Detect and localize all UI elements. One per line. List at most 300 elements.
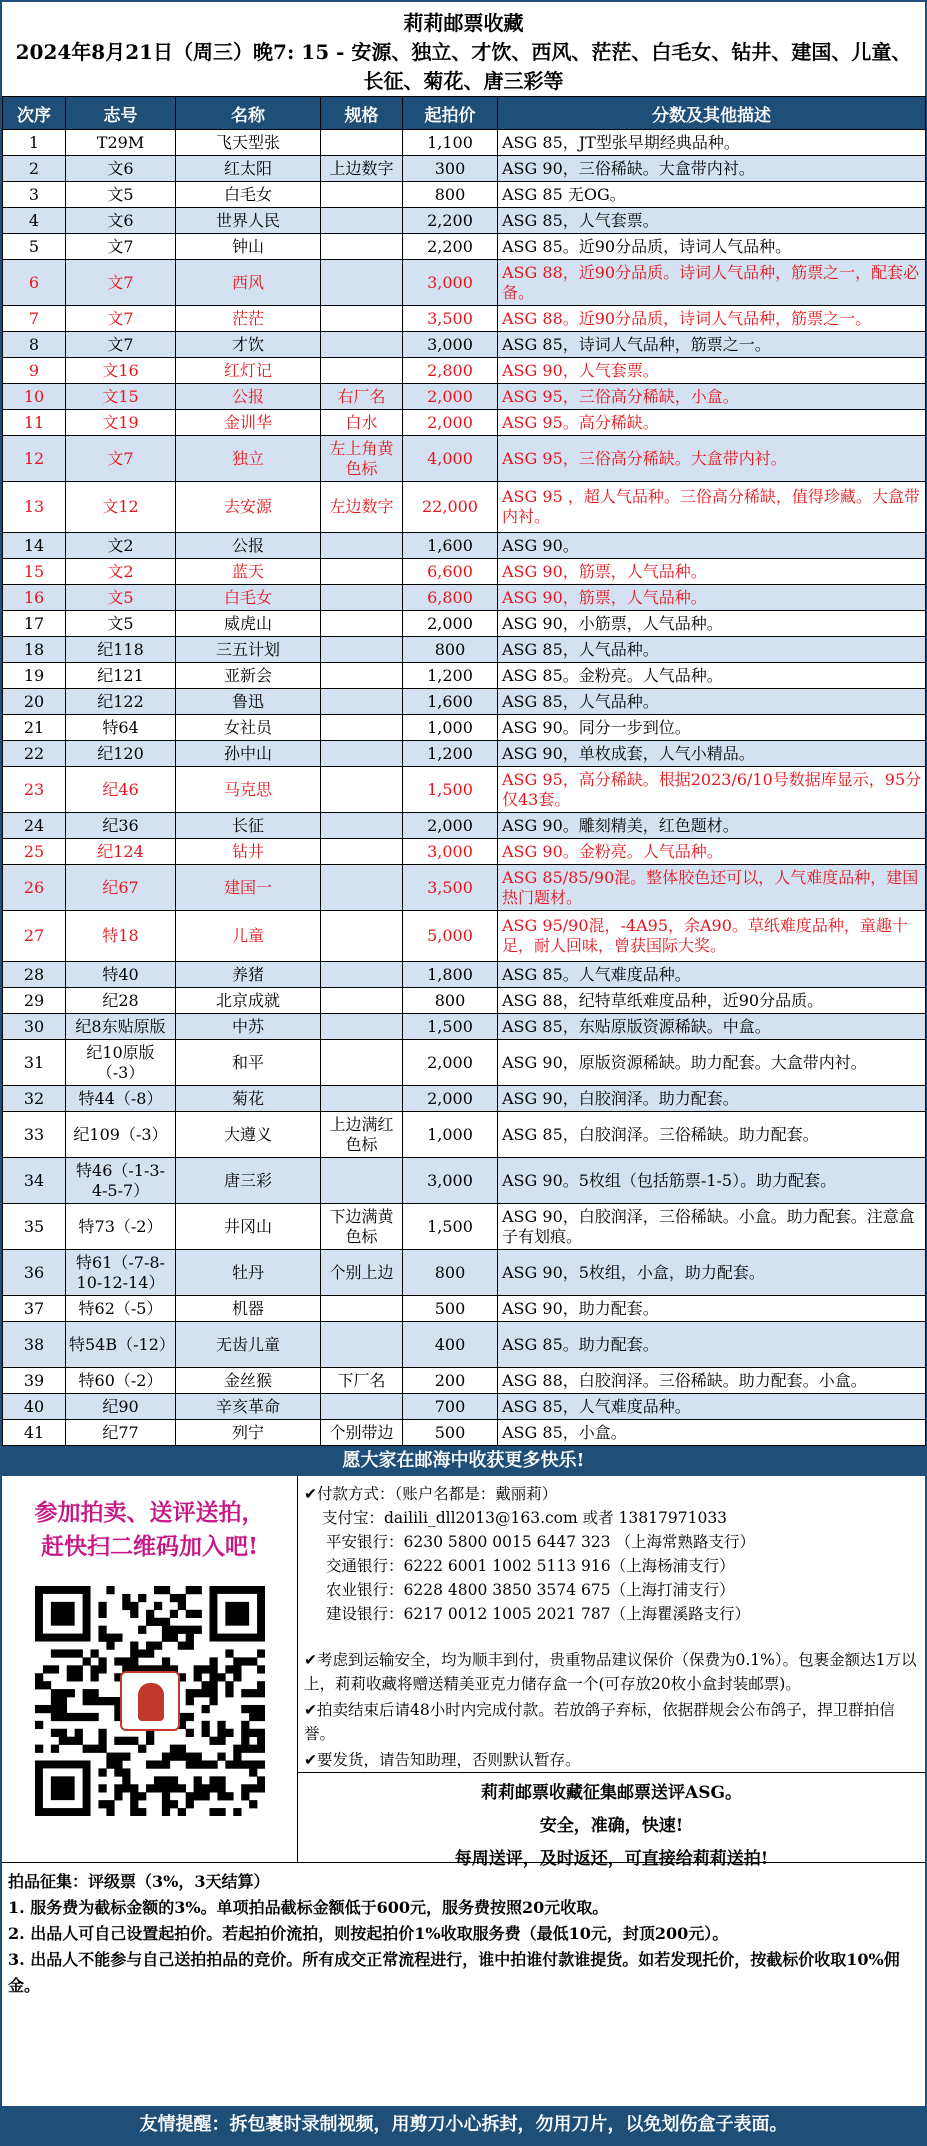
start-price: 2,000 xyxy=(403,1040,498,1086)
stamp-spec xyxy=(321,637,403,663)
terms-item-3: 3. 出品人不能参与自己送拍拍品的竞价。所有成交正常流程进行，谁中拍谁付款谁提货。如若发现托价，按截标价收取10%佣金。 xyxy=(8,1950,900,1995)
terms-item-2: 2. 出品人可自己设置起拍价。若起拍价流拍，则按起拍价1%收取服务费（最低10元，封顶200元）。 xyxy=(8,1924,729,1943)
table-row xyxy=(3,911,926,962)
stamp-code: 特73（-2） xyxy=(66,1204,176,1250)
stamp-code: 特54B（-12） xyxy=(66,1322,176,1368)
grade-description: ASG 90，白胶润泽，三俗稀缺。小盒。助力配套。注意盒子有划痕。 xyxy=(498,1204,926,1250)
slogan-line-1: 莉莉邮票收藏征集邮票送评ASG。 xyxy=(481,1783,742,1803)
stamp-code: 文5 xyxy=(66,585,176,611)
table-row xyxy=(3,839,926,865)
stamp-code: 文6 xyxy=(66,208,176,234)
grade-description: ASG 90，筋票，人气品种。 xyxy=(498,559,926,585)
lot-number: 23 xyxy=(3,767,66,813)
stamp-name: 蓝天 xyxy=(176,559,321,585)
table-row xyxy=(3,988,926,1014)
stamp-spec: 左边数字 xyxy=(321,482,403,533)
grade-description: ASG 90，筋票，人气品种。 xyxy=(498,585,926,611)
table-header-row xyxy=(3,97,926,130)
lot-number: 20 xyxy=(3,689,66,715)
grade-description: ASG 85，白胶润泽。三俗稀缺。助力配套。 xyxy=(498,1112,926,1158)
stamp-code: 特44（-8） xyxy=(66,1086,176,1112)
stamp-code: 纪90 xyxy=(66,1394,176,1420)
start-price: 200 xyxy=(403,1368,498,1394)
start-price: 2,000 xyxy=(403,813,498,839)
stamp-spec xyxy=(321,306,403,332)
grade-description: ASG 85。人气难度品种。 xyxy=(498,962,926,988)
stamp-spec xyxy=(321,865,403,911)
grade-description: ASG 85，人气套票。 xyxy=(498,208,926,234)
stamp-code: 文12 xyxy=(66,482,176,533)
start-price: 3,000 xyxy=(403,332,498,358)
table-row xyxy=(3,156,926,182)
grade-description: ASG 90，人气套票。 xyxy=(498,358,926,384)
start-price: 6,600 xyxy=(403,559,498,585)
grade-description: ASG 88。近90分品质，诗词人气品种，筋票之一。 xyxy=(498,306,926,332)
stamp-code: 文15 xyxy=(66,384,176,410)
stamp-spec: 下厂名 xyxy=(321,1368,403,1394)
grade-description: ASG 85，JT型张早期经典品种。 xyxy=(498,130,926,156)
stamp-code: 纪118 xyxy=(66,637,176,663)
stamp-code: 文5 xyxy=(66,611,176,637)
lot-number: 12 xyxy=(3,436,66,482)
stamp-name: 大遵义 xyxy=(176,1112,321,1158)
grade-description: ASG 85，诗词人气品种，筋票之一。 xyxy=(498,332,926,358)
lot-number: 41 xyxy=(3,1420,66,1446)
grade-description: ASG 95，三俗高分稀缺。大盒带内衬。 xyxy=(498,436,926,482)
stamp-code: 纪124 xyxy=(66,839,176,865)
stamp-name: 飞天型张 xyxy=(176,130,321,156)
grade-description: ASG 85，小盒。 xyxy=(498,1420,926,1446)
stamp-spec xyxy=(321,1158,403,1204)
payment-panel xyxy=(298,1476,925,1869)
stamp-code: 文6 xyxy=(66,156,176,182)
table-row xyxy=(3,182,926,208)
table-row xyxy=(3,1158,926,1204)
stamp-code: 文7 xyxy=(66,260,176,306)
lot-number: 27 xyxy=(3,911,66,962)
start-price: 1,000 xyxy=(403,1112,498,1158)
payment-deadline-note: ✔拍卖结束后请48小时内完成付款。若放鸽子弃标，依据群规会公布鸽子，捍卫群拍信誉。 xyxy=(304,1701,895,1743)
start-price: 800 xyxy=(403,1250,498,1296)
lot-number: 6 xyxy=(3,260,66,306)
grade-description: ASG 90，原版资源稀缺。助力配套。大盒带内衬。 xyxy=(498,1040,926,1086)
lot-number: 28 xyxy=(3,962,66,988)
stamp-spec xyxy=(321,715,403,741)
start-price: 400 xyxy=(403,1322,498,1368)
grade-description: ASG 90，助力配套。 xyxy=(498,1296,926,1322)
table-row xyxy=(3,234,926,260)
stamp-code: T29M xyxy=(66,130,176,156)
stamp-spec: 上边满红色标 xyxy=(321,1112,403,1158)
stamp-code: 文5 xyxy=(66,182,176,208)
start-price: 500 xyxy=(403,1296,498,1322)
stamp-code: 特46（-1-3-4-5-7） xyxy=(66,1158,176,1204)
slogan-block xyxy=(298,1772,925,1876)
stamp-code: 特62（-5） xyxy=(66,1296,176,1322)
stamp-code: 文16 xyxy=(66,358,176,384)
start-price: 1,100 xyxy=(403,130,498,156)
stamp-name: 西风 xyxy=(176,260,321,306)
table-row xyxy=(3,1420,926,1446)
table-row xyxy=(3,611,926,637)
terms-item-1: 1. 服务费为截标金额的3%。单项拍品截标金额低于600元，服务费按照20元收取。 xyxy=(8,1898,609,1917)
stamp-name: 世界人民 xyxy=(176,208,321,234)
table-row xyxy=(3,1014,926,1040)
lot-number: 31 xyxy=(3,1040,66,1086)
lot-number: 24 xyxy=(3,813,66,839)
lot-number: 10 xyxy=(3,384,66,410)
stamp-spec xyxy=(321,1040,403,1086)
grade-description: ASG 90，5枚组，小盒，助力配套。 xyxy=(498,1250,926,1296)
start-price: 2,200 xyxy=(403,234,498,260)
stamp-spec: 左上角黄色标 xyxy=(321,436,403,482)
lot-number: 7 xyxy=(3,306,66,332)
start-price: 3,500 xyxy=(403,306,498,332)
start-price: 2,000 xyxy=(403,410,498,436)
stamp-code: 特60（-2） xyxy=(66,1368,176,1394)
table-row xyxy=(3,689,926,715)
stamp-spec xyxy=(321,962,403,988)
lot-number: 15 xyxy=(3,559,66,585)
stamp-name: 金训华 xyxy=(176,410,321,436)
stamp-name: 机器 xyxy=(176,1296,321,1322)
table-row xyxy=(3,741,926,767)
grade-description: ASG 90，三俗稀缺。大盒带内衬。 xyxy=(498,156,926,182)
grade-description: ASG 90。雕刻精美，红色题材。 xyxy=(498,813,926,839)
stamp-name: 长征 xyxy=(176,813,321,839)
table-row xyxy=(3,332,926,358)
stamp-spec xyxy=(321,332,403,358)
stamp-spec xyxy=(321,1296,403,1322)
grade-description: ASG 88，近90分品质。诗词人气品种，筋票之一，配套必备。 xyxy=(498,260,926,306)
grade-description: ASG 85 无OG。 xyxy=(498,182,926,208)
slogan-line-3: 每周送评，及时返还，可直接给莉莉送拍! xyxy=(454,1849,769,1869)
start-price: 300 xyxy=(403,156,498,182)
lot-number: 37 xyxy=(3,1296,66,1322)
payment-heading: ✔付款方式：（账户名都是：戴丽莉） xyxy=(304,1485,558,1503)
stamp-name: 白毛女 xyxy=(176,182,321,208)
stamp-name: 亚新会 xyxy=(176,663,321,689)
lot-number: 22 xyxy=(3,741,66,767)
lot-number: 36 xyxy=(3,1250,66,1296)
stamp-spec xyxy=(321,234,403,260)
start-price: 800 xyxy=(403,988,498,1014)
lot-number: 13 xyxy=(3,482,66,533)
stamp-spec: 白水 xyxy=(321,410,403,436)
table-row xyxy=(3,585,926,611)
table-row xyxy=(3,384,926,410)
start-price: 1,800 xyxy=(403,962,498,988)
start-price: 1,600 xyxy=(403,533,498,559)
auction-date-subtitle: 2024年8月21日（周三）晚7: 15 - 安源、独立、才饮、西风、茫茫、白毛女、钻井、建国、儿童、长征、菊花、唐三彩等 xyxy=(15,40,912,93)
stamp-name: 钟山 xyxy=(176,234,321,260)
lot-number: 25 xyxy=(3,839,66,865)
stamp-spec xyxy=(321,1014,403,1040)
stamp-spec: 右厂名 xyxy=(321,384,403,410)
terms-heading: 拍品征集：评级票（3%，3天结算） xyxy=(8,1872,270,1891)
footer-reminder: 友情提醒：拆包裹时录制视频，用剪刀小心拆封，勿用刀片，以免划伤盒子表面。 xyxy=(2,2106,925,2144)
stamp-name: 马克思 xyxy=(176,767,321,813)
col-header-spec: 规格 xyxy=(321,97,403,130)
lot-number: 2 xyxy=(3,156,66,182)
grade-description: ASG 90。同分一步到位。 xyxy=(498,715,926,741)
table-row xyxy=(3,533,926,559)
grade-description: ASG 85，人气品种。 xyxy=(498,637,926,663)
stamp-name: 鲁迅 xyxy=(176,689,321,715)
stamp-spec xyxy=(321,1394,403,1420)
stamp-name: 孙中山 xyxy=(176,741,321,767)
stamp-name: 公报 xyxy=(176,533,321,559)
bank-account-pingan: 平安银行：6230 5800 0015 6447 323 （上海常熟路支行） xyxy=(326,1533,756,1551)
stamp-name: 建国一 xyxy=(176,865,321,911)
grade-description: ASG 88，纪特草纸难度品种，近90分品质。 xyxy=(498,988,926,1014)
stamp-spec xyxy=(321,911,403,962)
table-row xyxy=(3,208,926,234)
stamp-code: 文2 xyxy=(66,559,176,585)
table-row xyxy=(3,410,926,436)
table-row xyxy=(3,482,926,533)
table-row xyxy=(3,436,926,482)
stamp-name: 养猪 xyxy=(176,962,321,988)
stamp-spec xyxy=(321,585,403,611)
start-price: 3,500 xyxy=(403,865,498,911)
table-row xyxy=(3,663,926,689)
start-price: 2,000 xyxy=(403,1086,498,1112)
stamp-code: 纪122 xyxy=(66,689,176,715)
lot-number: 35 xyxy=(3,1204,66,1250)
stamp-name: 菊花 xyxy=(176,1086,321,1112)
table-row xyxy=(3,715,926,741)
stamp-spec xyxy=(321,182,403,208)
lot-number: 38 xyxy=(3,1322,66,1368)
table-row xyxy=(3,559,926,585)
blessing-banner: 愿大家在邮海中收获更多快乐! xyxy=(2,1446,925,1476)
lot-number: 32 xyxy=(3,1086,66,1112)
start-price: 700 xyxy=(403,1394,498,1420)
table-row xyxy=(3,865,926,911)
lot-number: 17 xyxy=(3,611,66,637)
stamp-code: 文2 xyxy=(66,533,176,559)
col-header-no: 次序 xyxy=(3,97,66,130)
stamp-code: 纪28 xyxy=(66,988,176,1014)
table-row xyxy=(3,1086,926,1112)
lot-number: 33 xyxy=(3,1112,66,1158)
start-price: 1,500 xyxy=(403,1204,498,1250)
start-price: 6,800 xyxy=(403,585,498,611)
promo-panel xyxy=(2,1476,298,1862)
start-price: 1,200 xyxy=(403,663,498,689)
table-row xyxy=(3,637,926,663)
grade-description: ASG 85/85/90混。整体胶色还可以，人气难度品种，建国热门题材。 xyxy=(498,865,926,911)
stamp-spec xyxy=(321,767,403,813)
col-header-code: 志号 xyxy=(66,97,176,130)
start-price: 2,800 xyxy=(403,358,498,384)
start-price: 2,000 xyxy=(403,611,498,637)
grade-description: ASG 90，白胶润泽。助力配套。 xyxy=(498,1086,926,1112)
table-row xyxy=(3,1204,926,1250)
stamp-spec xyxy=(321,260,403,306)
start-price: 22,000 xyxy=(403,482,498,533)
stamp-name: 金丝猴 xyxy=(176,1368,321,1394)
stamp-code: 文19 xyxy=(66,410,176,436)
stamp-code: 纪36 xyxy=(66,813,176,839)
stamp-spec xyxy=(321,533,403,559)
lot-number: 11 xyxy=(3,410,66,436)
stamp-spec xyxy=(321,741,403,767)
start-price: 3,000 xyxy=(403,260,498,306)
grade-description: ASG 90，单枚成套，人气小精品。 xyxy=(498,741,926,767)
table-row xyxy=(3,130,926,156)
stamp-name: 井冈山 xyxy=(176,1204,321,1250)
stamp-name: 去安源 xyxy=(176,482,321,533)
stamp-name: 北京成就 xyxy=(176,988,321,1014)
grade-description: ASG 95 ，超人气品种。三俗高分稀缺，值得珍藏。大盒带内衬。 xyxy=(498,482,926,533)
table-row xyxy=(3,1250,926,1296)
stamp-spec xyxy=(321,1322,403,1368)
stamp-spec xyxy=(321,663,403,689)
stamp-spec: 个别上边 xyxy=(321,1250,403,1296)
table-row xyxy=(3,260,926,306)
grade-description: ASG 85。金粉亮。人气品种。 xyxy=(498,663,926,689)
grade-description: ASG 95。高分稀缺。 xyxy=(498,410,926,436)
col-header-price: 起拍价 xyxy=(403,97,498,130)
stamp-code: 纪121 xyxy=(66,663,176,689)
lot-number: 3 xyxy=(3,182,66,208)
lot-number: 29 xyxy=(3,988,66,1014)
lot-number: 21 xyxy=(3,715,66,741)
stamp-spec: 个别带边 xyxy=(321,1420,403,1446)
stamp-name: 三五计划 xyxy=(176,637,321,663)
stamp-name: 公报 xyxy=(176,384,321,410)
stamp-spec xyxy=(321,813,403,839)
lot-number: 16 xyxy=(3,585,66,611)
grade-description: ASG 85。助力配套。 xyxy=(498,1322,926,1368)
stamp-code: 特64 xyxy=(66,715,176,741)
start-price: 500 xyxy=(403,1420,498,1446)
stamp-code: 纪120 xyxy=(66,741,176,767)
stamp-code: 纪77 xyxy=(66,1420,176,1446)
grade-description: ASG 95，三俗高分稀缺，小盒。 xyxy=(498,384,926,410)
lot-number: 9 xyxy=(3,358,66,384)
stamp-spec xyxy=(321,130,403,156)
shipping-note: ✔考虑到运输安全，均为顺丰到付，贵重物品建议保价（保费为0.1%）。包裹金额达1万以上，莉莉收藏将赠送精美亚克力储存盒一个(可存放20枚小盒封装邮票)。 xyxy=(304,1651,917,1693)
lot-number: 8 xyxy=(3,332,66,358)
stamp-spec xyxy=(321,689,403,715)
alipay-account: 支付宝：dailili_dll2013@163.com 或者 13817971033 xyxy=(322,1509,728,1527)
lot-number: 39 xyxy=(3,1368,66,1394)
lots-table-body xyxy=(3,130,926,1446)
lot-number: 30 xyxy=(3,1014,66,1040)
grade-description: ASG 85，东贴原版资源稀缺。中盒。 xyxy=(498,1014,926,1040)
stamp-name: 无齿儿童 xyxy=(176,1322,321,1368)
stamp-name: 钻井 xyxy=(176,839,321,865)
start-price: 4,000 xyxy=(403,436,498,482)
lots-table xyxy=(2,96,926,1446)
stamp-name: 辛亥革命 xyxy=(176,1394,321,1420)
stamp-code: 纪8东贴原版 xyxy=(66,1014,176,1040)
stamp-code: 纪67 xyxy=(66,865,176,911)
grade-description: ASG 90。5枚组（包括筋票-1-5）。助力配套。 xyxy=(498,1158,926,1204)
stamp-name: 中苏 xyxy=(176,1014,321,1040)
stamp-name: 独立 xyxy=(176,436,321,482)
col-header-name: 名称 xyxy=(176,97,321,130)
stamp-code: 纪10原版（-3） xyxy=(66,1040,176,1086)
table-row xyxy=(3,1394,926,1420)
stamp-name: 红灯记 xyxy=(176,358,321,384)
table-row xyxy=(3,358,926,384)
start-price: 5,000 xyxy=(403,911,498,962)
lot-number: 4 xyxy=(3,208,66,234)
stamp-name: 茫茫 xyxy=(176,306,321,332)
qr-code[interactable] xyxy=(35,1586,265,1816)
stamp-spec: 上边数字 xyxy=(321,156,403,182)
table-row xyxy=(3,1368,926,1394)
promo-line-2: 赶快扫二维码加入吧! xyxy=(40,1533,259,1560)
col-header-desc: 分数及其他描述 xyxy=(498,97,926,130)
grade-description: ASG 88，白胶润泽。三俗稀缺。助力配套。小盒。 xyxy=(498,1368,926,1394)
info-section xyxy=(2,1476,925,1869)
bank-account-ccb: 建设银行：6217 0012 1005 2021 787（上海瞿溪路支行） xyxy=(326,1605,751,1623)
table-row xyxy=(3,1040,926,1086)
start-price: 1,000 xyxy=(403,715,498,741)
stamp-code: 特61（-7-8-10-12-14） xyxy=(66,1250,176,1296)
lot-number: 1 xyxy=(3,130,66,156)
promo-line-1: 参加拍卖、送评送拍， xyxy=(34,1499,265,1526)
lot-number: 14 xyxy=(3,533,66,559)
bank-account-bocom: 交通银行：6222 6001 1002 5113 916（上海杨浦支行） xyxy=(326,1557,735,1575)
slogan-line-2: 安全，准确，快速! xyxy=(539,1816,684,1836)
stamp-spec xyxy=(321,1086,403,1112)
bank-account-abc: 农业银行：6228 4800 3850 3574 675（上海打浦支行） xyxy=(326,1581,735,1599)
stamp-spec xyxy=(321,611,403,637)
stamp-spec xyxy=(321,358,403,384)
start-price: 3,000 xyxy=(403,839,498,865)
table-row xyxy=(3,306,926,332)
stamp-spec xyxy=(321,839,403,865)
page-title: 莉莉邮票收藏 xyxy=(403,11,524,35)
stamp-spec xyxy=(321,988,403,1014)
lot-number: 19 xyxy=(3,663,66,689)
grade-description: ASG 90，小筋票，人气品种。 xyxy=(498,611,926,637)
lot-number: 5 xyxy=(3,234,66,260)
stamp-name: 威虎山 xyxy=(176,611,321,637)
stamp-name: 列宁 xyxy=(176,1420,321,1446)
grade-description: ASG 85，人气品种。 xyxy=(498,689,926,715)
start-price: 800 xyxy=(403,637,498,663)
delivery-note: ✔要发货，请告知助理，否则默认暂存。 xyxy=(304,1751,581,1769)
lot-number: 26 xyxy=(3,865,66,911)
stamp-name: 牡丹 xyxy=(176,1250,321,1296)
lot-number: 40 xyxy=(3,1394,66,1420)
table-row xyxy=(3,1112,926,1158)
start-price: 1,500 xyxy=(403,767,498,813)
stamp-code: 特40 xyxy=(66,962,176,988)
table-row xyxy=(3,962,926,988)
grade-description: ASG 95/90混，-4A95，余A90。草纸难度品种，童趣十足，耐人回味，曾获国际大奖。 xyxy=(498,911,926,962)
grade-description: ASG 90。 xyxy=(498,533,926,559)
table-row xyxy=(3,1296,926,1322)
consignment-terms xyxy=(2,1863,925,2029)
stamp-name: 女社员 xyxy=(176,715,321,741)
qr-avatar-icon xyxy=(120,1671,180,1731)
start-price: 3,000 xyxy=(403,1158,498,1204)
table-row xyxy=(3,813,926,839)
stamp-code: 文7 xyxy=(66,234,176,260)
stamp-spec: 下边满黄色标 xyxy=(321,1204,403,1250)
start-price: 1,500 xyxy=(403,1014,498,1040)
stamp-name: 儿童 xyxy=(176,911,321,962)
grade-description: ASG 85，人气难度品种。 xyxy=(498,1394,926,1420)
